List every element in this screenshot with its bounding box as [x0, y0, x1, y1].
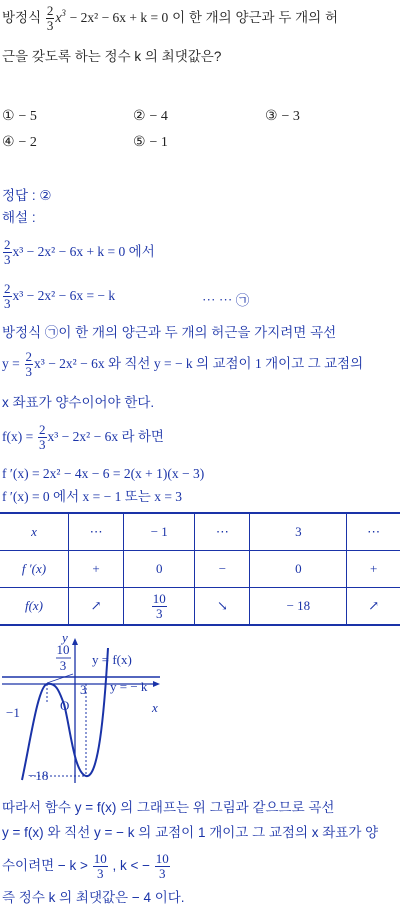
y-axis-label: y — [62, 630, 68, 645]
tick-label-neg1: −1 — [6, 705, 20, 720]
conclusion-line-4: 즉 정수 k 의 최댓값은 − 4 이다. — [2, 890, 185, 905]
step-6-head: f(x) = — [2, 429, 34, 445]
option-marker: ⑤ — [133, 133, 146, 149]
solution-step-2 — [2, 281, 250, 311]
frac-den: 3 — [39, 437, 46, 452]
table-cell-label: x — [31, 524, 37, 539]
conclusion-3-mid: , k < − — [112, 858, 150, 874]
fraction-two-thirds — [46, 4, 55, 33]
fraction-ten-thirds — [152, 592, 167, 621]
table-cell: ⋯ — [347, 513, 400, 551]
table-cell: ⋯ — [69, 513, 124, 551]
y-axis-arrow — [72, 638, 78, 645]
max-pointer — [47, 674, 73, 683]
solution-step-1 — [2, 238, 155, 267]
max-value-num: 10 — [56, 642, 70, 657]
step-1-text: x³ − 2x² − 6x + k = 0 에서 — [12, 244, 155, 260]
table-cell: ↗ — [69, 588, 124, 626]
table-cell: 0 — [250, 551, 347, 588]
frac-den: 3 — [46, 18, 54, 33]
tick-label-min: −18 — [28, 768, 49, 783]
line-label: y = − k — [110, 679, 148, 694]
table-row — [0, 513, 400, 551]
frac-num: 10 — [152, 590, 166, 606]
table-row — [0, 588, 400, 626]
fraction-ten-thirds — [155, 852, 170, 881]
frac-den: 3 — [25, 364, 33, 379]
option-5[interactable] — [133, 133, 168, 151]
problem-line-1 — [2, 4, 338, 33]
option-marker: ④ — [2, 133, 15, 149]
table-cell: ↗ — [347, 588, 400, 626]
step-4-text: x³ − 2x² − 6x 와 직선 y = − k 의 교점이 1 개이고 그 교점의 — [34, 356, 364, 372]
step-2-mark: ⋯ ⋯ ㉠ — [202, 293, 250, 308]
conclusion-line-3 — [2, 852, 171, 881]
option-2[interactable] — [133, 107, 168, 125]
table-cell: 3 — [250, 513, 347, 551]
table-cell-label: f(x) — [0, 588, 69, 626]
conclusion-line-2: y = f(x) 와 직선 y = − k 의 교점이 1 개이고 그 교점의 x 좌표가 양 — [2, 825, 379, 840]
origin-label: O — [60, 698, 70, 713]
frac-num: 2 — [46, 3, 54, 18]
solution-step-5: x 좌표가 양수이어야 한다. — [2, 395, 155, 410]
fraction-two-thirds — [3, 238, 12, 267]
option-1[interactable] — [2, 107, 37, 125]
frac-den: 3 — [155, 605, 163, 621]
solution-step-3: 방정식 ㉠이 한 개의 양근과 두 개의 허근을 가지려면 곡선 — [2, 325, 337, 340]
frac-den: 3 — [96, 866, 104, 881]
step-2-text: x³ − 2x² − 6x = − k — [12, 288, 116, 304]
function-graph — [0, 628, 175, 786]
problem-suffix: 이 한 개의 양근과 두 개의 허 — [172, 10, 339, 26]
solution-step-6 — [2, 423, 164, 452]
frac-num: 10 — [93, 851, 107, 866]
option-value: − 4 — [149, 109, 168, 124]
fraction-two-thirds — [38, 423, 47, 452]
table-cell-max — [124, 588, 195, 626]
table-cell-label: f ′(x) — [0, 551, 69, 588]
fraction-ten-thirds — [93, 852, 108, 881]
conclusion-line-1: 따라서 함수 y = f(x) 의 그래프는 위 그림과 같으므로 곡선 — [2, 800, 335, 815]
table-cell: ↘ — [195, 588, 250, 626]
option-value: − 5 — [18, 109, 37, 124]
x-axis-label: x — [152, 700, 158, 715]
increase-decrease-table — [0, 512, 400, 626]
fraction-two-thirds — [25, 350, 34, 379]
tick-label-3: 3 — [80, 682, 87, 697]
table-cell: − 18 — [250, 588, 347, 626]
problem-line-2: 근을 갖도록 하는 정수 k 의 최댓값은? — [2, 49, 222, 64]
option-marker: ① — [2, 107, 15, 123]
option-4[interactable] — [2, 133, 37, 151]
table-cell: 0 — [124, 551, 195, 588]
curve-label: y = f(x) — [92, 652, 132, 667]
frac-num: 10 — [155, 851, 169, 866]
answer-line: 정답 : ② — [2, 188, 52, 203]
table-cell: ⋯ — [195, 513, 250, 551]
step-6-text: x³ − 2x² − 6x 라 하면 — [47, 429, 164, 445]
problem-equation: $x^3$ — [55, 8, 66, 26]
x-axis-arrow — [153, 681, 160, 687]
frac-num: 2 — [4, 281, 11, 296]
option-value: − 1 — [149, 135, 168, 150]
table-cell: + — [347, 551, 400, 588]
fraction-two-thirds — [3, 282, 12, 311]
solution-step-4 — [2, 350, 363, 379]
table-cell: + — [69, 551, 124, 588]
table-cell: − 1 — [124, 513, 195, 551]
option-value: − 3 — [281, 109, 300, 124]
frac-den: 3 — [159, 866, 166, 881]
problem-equation-tail: − 2x² − 6x + k = 0 — [69, 10, 169, 26]
solution-step-8: f ′(x) = 0 에서 x = − 1 또는 x = 3 — [2, 489, 183, 504]
table-row — [0, 551, 400, 588]
table-cell: − — [195, 551, 250, 588]
solution-heading: 해설 : — [2, 210, 36, 225]
step-4-head: y = — [2, 356, 20, 372]
frac-den: 3 — [4, 252, 11, 267]
option-marker: ② — [133, 107, 146, 123]
solution-step-7: f ′(x) = 2x² − 4x − 6 = 2(x + 1)(x − 3) — [2, 466, 205, 481]
frac-num: 2 — [4, 237, 11, 252]
conclusion-3-head: 수이려면 − k > — [2, 858, 88, 874]
frac-den: 3 — [4, 296, 11, 311]
option-3[interactable] — [265, 107, 300, 125]
frac-num: 2 — [25, 349, 33, 364]
frac-num: 2 — [39, 422, 46, 437]
max-value-den: 3 — [59, 658, 67, 673]
problem-prefix: 방정식 — [2, 10, 42, 26]
option-marker: ③ — [265, 107, 278, 123]
option-value: − 2 — [18, 135, 37, 150]
